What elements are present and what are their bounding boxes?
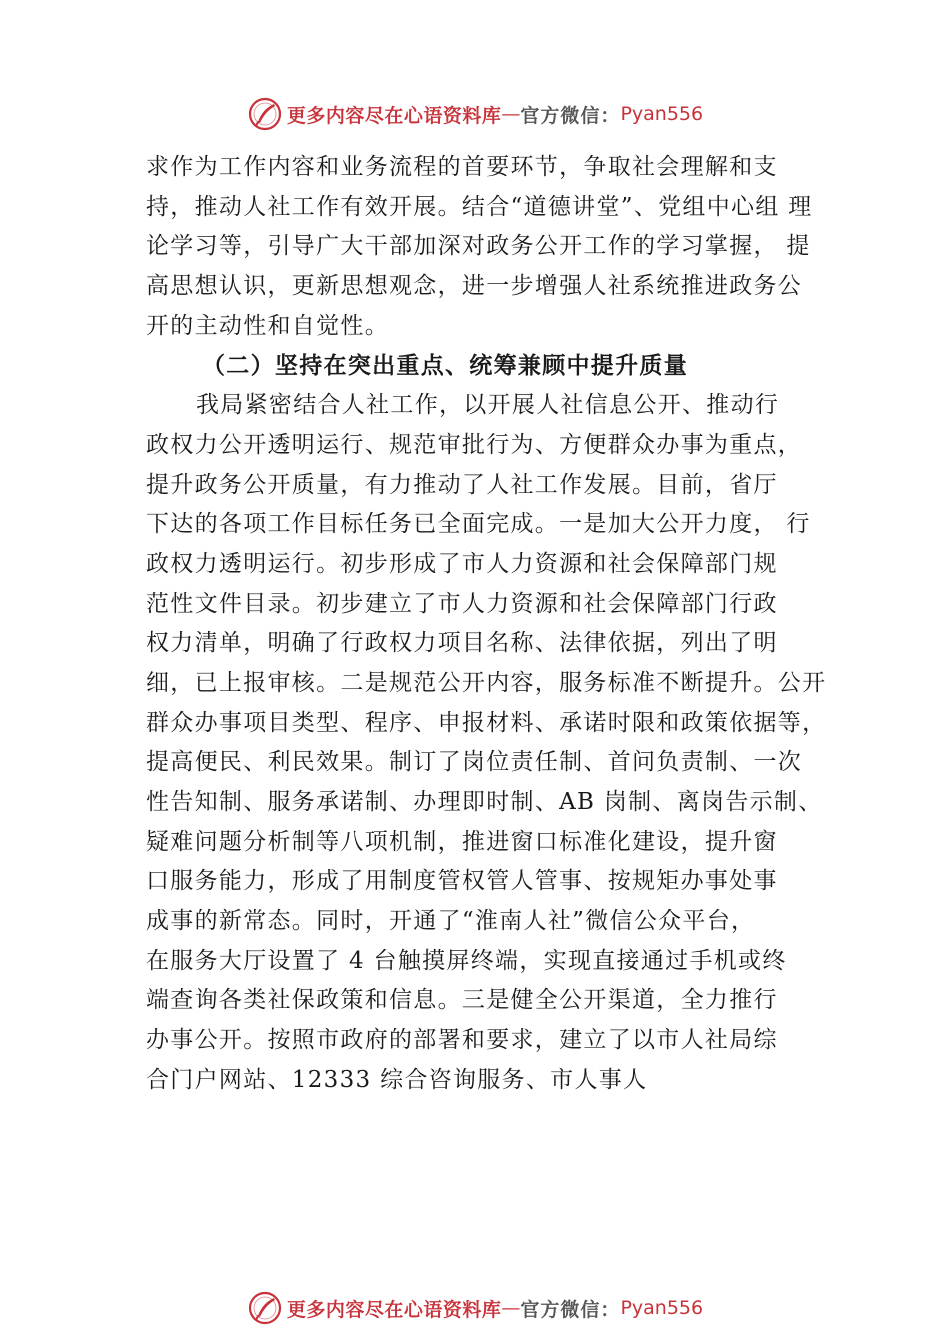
- body-line: 办事公开。按照市政府的部署和要求，建立了以市人社局综: [146, 1027, 778, 1054]
- body-line: 范性文件目录。初步建立了市人力资源和社会保障部门行政: [146, 590, 778, 617]
- body-line: 疑难问题分析制等八项机制，推进窗口标准化建设，提升窗: [146, 828, 778, 855]
- banner-wechat-label: 官方微信：: [520, 104, 621, 127]
- body-line: 论学习等，引导广大干部加深对政务公开工作的学习掌握， 提: [146, 233, 811, 260]
- body-line: 在服务大厅设置了 4 台触摸屏终端，实现直接通过手机或终: [146, 947, 787, 974]
- body-line: 口服务能力，形成了用制度管权管人管事、按规矩办事处事: [146, 868, 778, 895]
- banner-dash: —: [501, 103, 521, 125]
- body-line: 提升政务公开质量，有力推动了人社工作发展。目前，省厅: [146, 471, 778, 498]
- banner-wechat-label: 官方微信：: [520, 1298, 621, 1321]
- body-line: 端查询各类社保政策和信息。三是健全公开渠道，全力推行: [146, 987, 778, 1014]
- quill-logo-icon: [247, 1290, 283, 1326]
- body-line: 成事的新常态。同时，开通了“淮南人社”微信公众平台，: [146, 908, 756, 935]
- body-line: 政权力透明运行。初步形成了市人力资源和社会保障部门规: [146, 550, 778, 577]
- body-line: 合门户网站、12333 综合咨询服务、市人事人: [146, 1066, 648, 1093]
- banner-dash: —: [501, 1297, 521, 1319]
- section-heading: （二）坚持在突出重点、统筹兼顾中提升质量: [202, 352, 688, 380]
- body-line: 性告知制、服务承诺制、办理即时制、AB 岗制、离岗告示制、: [146, 789, 823, 815]
- body-line: 提高便民、利民效果。制订了岗位责任制、首问负责制、一次: [146, 749, 803, 776]
- banner-brand-text: 更多内容尽在心语资料库: [286, 1298, 502, 1321]
- banner-wechat-id: Pyan556: [620, 1297, 704, 1319]
- body-line: 细，已上报审核。二是规范公开内容，服务标准不断提升。公开: [146, 669, 827, 696]
- body-line: 开的主动性和自觉性。: [146, 312, 389, 339]
- banner-wechat-id: Pyan556: [620, 103, 704, 125]
- body-line: 权力清单，明确了行政权力项目名称、法律依据，列出了明: [146, 630, 778, 657]
- quill-logo-icon: [247, 96, 283, 132]
- body-line: 高思想认识，更新思想观念，进一步增强人社系统推进政务公: [146, 273, 803, 300]
- body-line: 我局紧密结合人社工作，以开展人社信息公开、推动行: [196, 392, 780, 419]
- header-banner: [0, 94, 950, 134]
- body-line: 群众办事项目类型、程序、申报材料、承诺时限和政策依据等，: [146, 709, 827, 736]
- banner-brand-text: 更多内容尽在心语资料库: [286, 104, 502, 127]
- body-line: 求作为工作内容和业务流程的首要环节，争取社会理解和支: [146, 154, 778, 180]
- body-line: 下达的各项工作目标任务已全面完成。一是加大公开力度， 行: [146, 511, 811, 538]
- footer-banner: [0, 1288, 950, 1328]
- document-body: [146, 148, 834, 1101]
- body-line: 持，推动人社工作有效开展。结合“道德讲堂”、党组中心组 理: [146, 193, 813, 220]
- body-line: 政权力公开透明运行、规范审批行为、方便群众办事为重点，: [146, 431, 803, 458]
